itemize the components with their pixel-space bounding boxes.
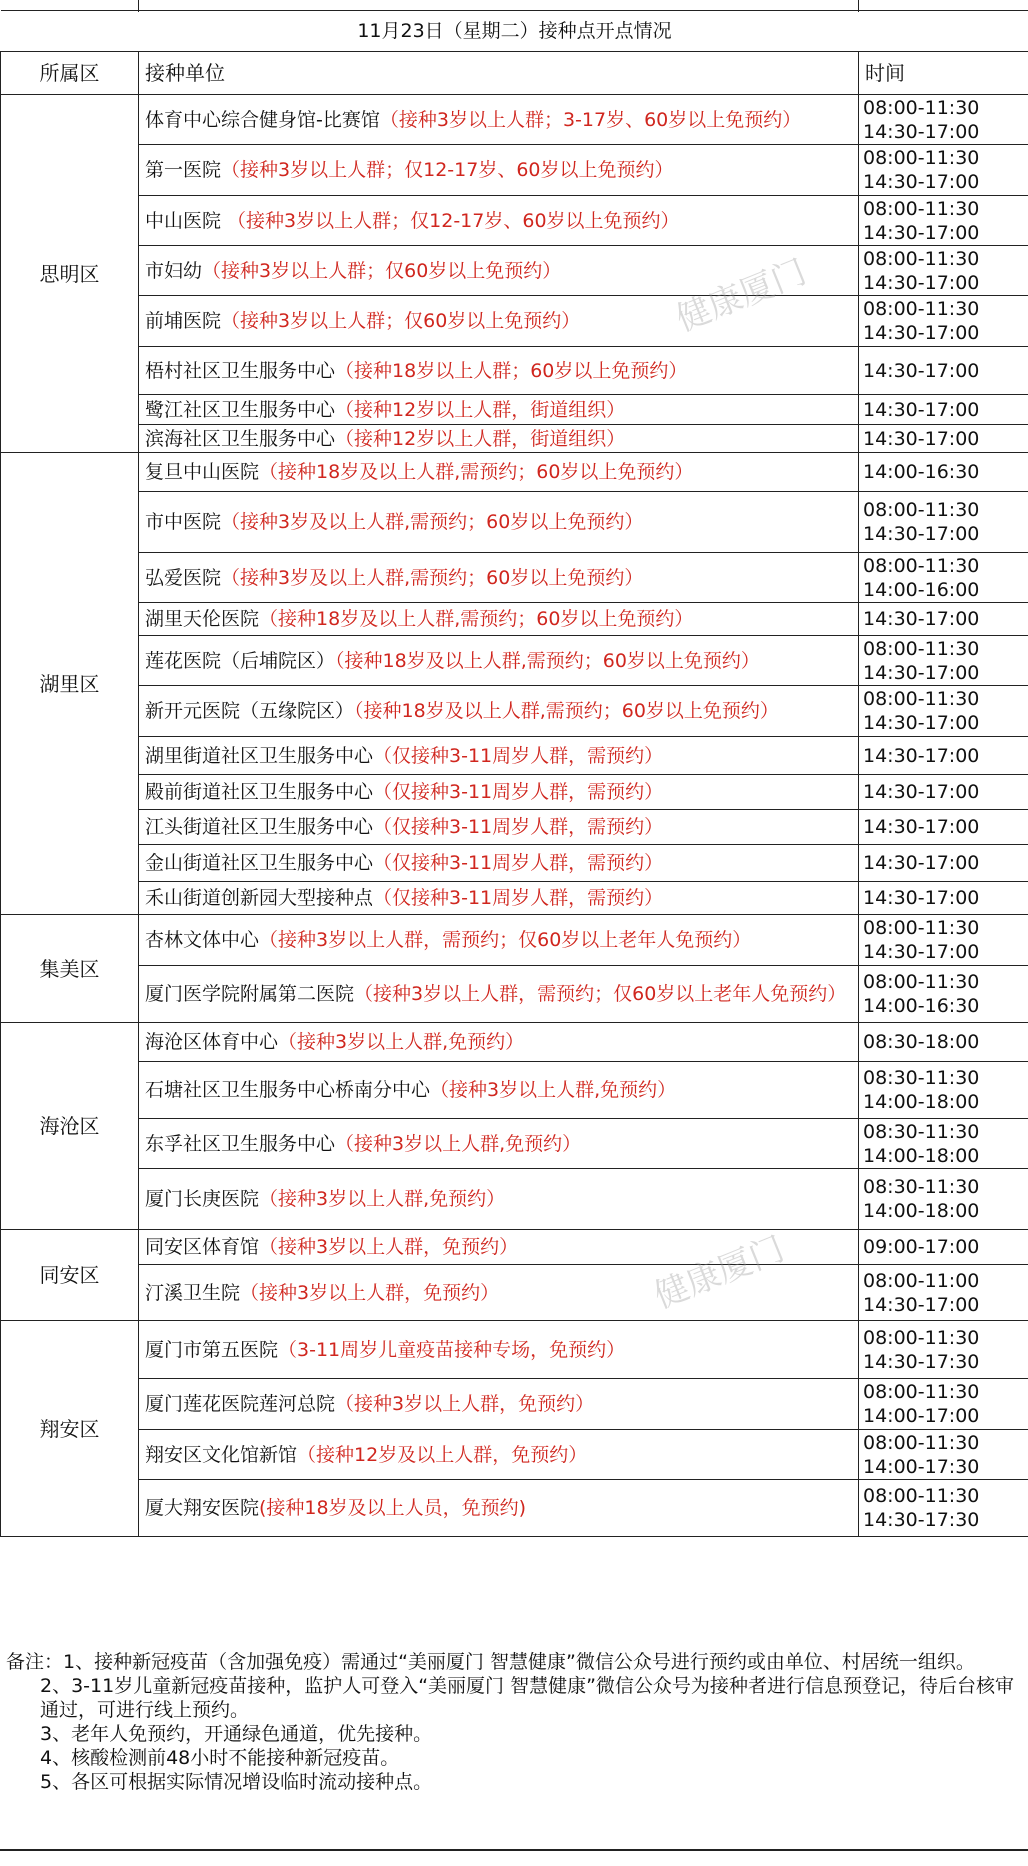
table-row	[1, 95, 1028, 145]
table-row	[1, 145, 1028, 196]
unit-name: 中山医院	[145, 209, 222, 232]
unit-note: （接种3岁以上人群；仅12-17岁、60岁以上免预约）	[221, 209, 680, 232]
table-row	[1, 553, 1028, 603]
time-cell: 08:00-11:30 14:30-17:30	[859, 1480, 1028, 1537]
unit-cell	[139, 347, 859, 395]
time-cell: 08:00-11:30 14:00-16:00	[859, 553, 1028, 603]
time-cell: 08:00-11:30 14:30-17:00	[859, 296, 1028, 347]
unit-cell	[139, 1062, 859, 1119]
unit-note: （接种3岁以上人群，免预约）	[240, 1281, 500, 1304]
watermark: 健康厦门	[648, 1228, 790, 1317]
unit-cell	[139, 882, 859, 915]
unit-cell	[139, 686, 859, 737]
time-cell: 08:30-11:30 14:00-18:00	[859, 1119, 1028, 1169]
unit-cell	[139, 553, 859, 603]
unit-cell	[139, 775, 859, 810]
unit-name: 厦门市第五医院	[145, 1338, 279, 1361]
district-cell: 思明区	[1, 95, 139, 453]
table-row	[1, 1062, 1028, 1119]
time-cell: 08:00-11:30 14:30-17:00	[859, 246, 1028, 296]
time-cell: 08:00-11:30 14:30-17:00	[859, 636, 1028, 686]
unit-cell	[139, 603, 859, 636]
time-cell: 14:30-17:00	[859, 810, 1028, 845]
unit-note: （仅接种3-11周岁人群，需预约）	[373, 887, 664, 909]
unit-note: （仅接种3-11周岁人群，需预约）	[373, 781, 664, 803]
watermark: 健康厦门	[670, 251, 812, 340]
table-row	[1, 915, 1028, 966]
unit-cell	[139, 246, 859, 296]
remark-3: 3、老年人免预约，开通绿色通道，优先接种。	[40, 1723, 433, 1745]
table-row	[1, 1169, 1028, 1230]
unit-name: 梧村社区卫生服务中心	[145, 359, 336, 382]
time-cell: 08:00-11:30 14:30-17:30	[859, 1321, 1028, 1379]
unit-note: （接种3岁以上人群,免预约）	[430, 1079, 677, 1101]
unit-note: （接种3岁以上人群；3-17岁、60岁以上免预约）	[379, 108, 802, 131]
time-cell: 14:30-17:00	[859, 775, 1028, 810]
table-row	[1, 1230, 1028, 1265]
unit-cell	[139, 296, 859, 347]
unit-name: 湖里天伦医院	[145, 608, 260, 630]
time-cell: 14:30-17:00	[859, 347, 1028, 395]
table-row	[1, 492, 1028, 553]
district-cell: 湖里区	[1, 453, 139, 915]
unit-name: 殿前街道社区卫生服务中心	[145, 781, 374, 803]
bottom-border	[0, 1849, 1028, 1851]
unit-note: （接种3岁以上人群,免预约）	[259, 1188, 506, 1210]
table-row	[1, 347, 1028, 395]
time-cell: 09:00-17:00	[859, 1230, 1028, 1265]
table-row	[1, 1119, 1028, 1169]
unit-name: 体育中心综合健身馆-比赛馆	[145, 108, 380, 131]
unit-name: 石塘社区卫生服务中心桥南分中心	[145, 1079, 431, 1101]
table-row	[1, 453, 1028, 492]
remarks	[6, 1650, 1018, 1794]
table-row	[1, 810, 1028, 845]
unit-name: 厦门医学院附属第二医院	[145, 983, 355, 1005]
time-cell: 08:00-11:30 14:30-17:00	[859, 915, 1028, 966]
time-cell: 08:00-11:30 14:00-17:00	[859, 1379, 1028, 1430]
time-cell: 14:30-17:00	[859, 882, 1028, 915]
unit-cell	[139, 425, 859, 453]
time-cell: 08:00-11:30 14:30-17:00	[859, 686, 1028, 737]
unit-cell	[139, 1023, 859, 1062]
unit-name: 前埔医院	[145, 310, 222, 332]
unit-note: （接种3岁以上人群,免预约）	[278, 1031, 525, 1053]
unit-name: 市中医院	[145, 511, 222, 533]
unit-cell	[139, 966, 859, 1023]
unit-note: （仅接种3-11周岁人群，需预约）	[373, 744, 664, 767]
table-row	[1, 1321, 1028, 1379]
unit-name: 厦门长庚医院	[145, 1188, 260, 1210]
table-row	[1, 686, 1028, 737]
unit-note: （接种3岁以上人群，免预约）	[259, 1236, 519, 1258]
remark-1: 备注：1、接种新冠疫苗（含加强免疫）需通过“美丽厦门 智慧健康”微信公众号进行预约或由单位、村居统一组织。	[6, 1651, 975, 1673]
time-cell: 14:30-17:00	[859, 395, 1028, 425]
remark-2: 2、3-11岁儿童新冠疫苗接种，监护人可登入“美丽厦门 智慧健康”微信公众号为接种者进行信息预登记，待后台核审通过，可进行线上预约。	[40, 1675, 1014, 1721]
unit-name: 同安区体育馆	[145, 1236, 260, 1258]
unit-note: （接种12岁以上人群，街道组织）	[335, 427, 626, 450]
table-row	[1, 1023, 1028, 1062]
unit-note: （接种3岁以上人群；仅12-17岁、60岁以上免预约）	[221, 159, 674, 181]
unit-cell	[139, 1379, 859, 1430]
unit-note: （接种3岁及以上人群,需预约；60岁以上免预约）	[221, 566, 644, 589]
unit-cell	[139, 1480, 859, 1537]
unit-note: （仅接种3-11周岁人群，需预约）	[373, 816, 664, 838]
unit-note: （接种12岁及以上人群，免预约）	[297, 1443, 588, 1466]
unit-note: (接种18岁及以上人员，免预约)	[259, 1497, 527, 1519]
unit-note: （接种3岁以上人群，需预约；仅60岁以上老年人免预约）	[354, 983, 847, 1005]
unit-name: 厦门莲花医院莲河总院	[145, 1393, 336, 1415]
unit-note: （接种18岁及以上人群,需预约；60岁以上免预约）	[335, 649, 760, 672]
unit-name: 汀溪卫生院	[145, 1281, 241, 1304]
time-cell: 08:00-11:30 14:30-17:00	[859, 95, 1028, 145]
unit-name: 金山街道社区卫生服务中心	[145, 852, 374, 874]
table-row	[1, 1430, 1028, 1480]
schedule-table	[0, 10, 1028, 1537]
unit-note: （接种12岁以上人群，街道组织）	[335, 398, 626, 421]
unit-name: 莲花医院（后埔院区）	[145, 649, 336, 672]
header-time: 时间	[859, 52, 1028, 95]
unit-cell	[139, 395, 859, 425]
unit-cell	[139, 810, 859, 845]
unit-cell	[139, 1430, 859, 1480]
table-title: 11月23日（星期二）接种点开点情况	[1, 11, 1028, 52]
unit-name: 鹭江社区卫生服务中心	[145, 398, 336, 421]
unit-name: 湖里街道社区卫生服务中心	[145, 744, 374, 767]
table-row	[1, 966, 1028, 1023]
table-row	[1, 1265, 1028, 1321]
unit-note: （接种18岁及以上人群,需预约；60岁以上免预约）	[259, 608, 694, 630]
unit-name: 江头街道社区卫生服务中心	[145, 816, 374, 838]
unit-note: （接种3岁以上人群；仅60岁以上免预约）	[221, 310, 581, 332]
unit-note: （接种18岁以上人群；60岁以上免预约）	[335, 359, 688, 382]
unit-note: （接种3岁以上人群；仅60岁以上免预约）	[202, 259, 562, 282]
table-row	[1, 603, 1028, 636]
unit-name: 市妇幼	[145, 259, 203, 282]
unit-note: （接种3岁以上人群，免预约）	[335, 1393, 595, 1415]
unit-name: 滨海社区卫生服务中心	[145, 427, 336, 450]
table-row	[1, 775, 1028, 810]
unit-name: 新开元医院（五缘院区）	[145, 700, 355, 722]
unit-cell	[139, 1169, 859, 1230]
unit-cell	[139, 196, 859, 246]
district-cell: 集美区	[1, 915, 139, 1023]
time-cell: 14:30-17:00	[859, 845, 1028, 882]
time-cell: 08:00-11:00 14:30-17:00	[859, 1265, 1028, 1321]
unit-cell	[139, 492, 859, 553]
unit-cell	[139, 737, 859, 775]
unit-cell	[139, 1230, 859, 1265]
table-row	[1, 737, 1028, 775]
district-cell: 同安区	[1, 1230, 139, 1321]
unit-note: （接种3岁及以上人群,需预约；60岁以上免预约）	[221, 511, 644, 533]
unit-name: 翔安区文化馆新馆	[145, 1443, 298, 1466]
district-cell: 海沧区	[1, 1023, 139, 1230]
unit-cell	[139, 1119, 859, 1169]
unit-note: （接种3岁以上人群,免预约）	[335, 1132, 582, 1155]
table-row	[1, 845, 1028, 882]
unit-note: （仅接种3-11周岁人群，需预约）	[373, 852, 664, 874]
time-cell: 14:30-17:00	[859, 737, 1028, 775]
time-cell: 08:30-18:00	[859, 1023, 1028, 1062]
unit-cell	[139, 1265, 859, 1321]
unit-name: 东孚社区卫生服务中心	[145, 1132, 336, 1155]
unit-note: （接种18岁及以上人群,需预约；60岁以上免预约）	[354, 700, 779, 722]
unit-note: （接种3岁以上人群，需预约；仅60岁以上老年人免预约）	[259, 929, 752, 951]
unit-cell	[139, 95, 859, 145]
table-row	[1, 425, 1028, 453]
time-cell: 08:00-11:30 14:30-17:00	[859, 492, 1028, 553]
time-cell: 08:00-11:30 14:00-17:30	[859, 1430, 1028, 1480]
unit-name: 厦大翔安医院	[145, 1497, 260, 1519]
unit-name: 弘爱医院	[145, 566, 222, 589]
time-cell: 14:30-17:00	[859, 603, 1028, 636]
time-cell: 14:00-16:30	[859, 453, 1028, 492]
table-row	[1, 196, 1028, 246]
unit-name: 复旦中山医院	[145, 461, 260, 483]
remark-5: 5、各区可根据实际情况增设临时流动接种点。	[40, 1771, 433, 1793]
table-row	[1, 1379, 1028, 1430]
time-cell: 14:30-17:00	[859, 425, 1028, 453]
unit-name: 第一医院	[145, 159, 222, 181]
unit-cell	[139, 1321, 859, 1379]
unit-note: （接种18岁及以上人群,需预约；60岁以上免预约）	[259, 461, 694, 483]
unit-cell	[139, 915, 859, 966]
time-cell: 08:00-11:30 14:30-17:00	[859, 196, 1028, 246]
table-row	[1, 882, 1028, 915]
district-cell: 翔安区	[1, 1321, 139, 1537]
header-district: 所属区	[1, 52, 139, 95]
table-row	[1, 246, 1028, 296]
remark-4: 4、核酸检测前48小时不能接种新冠疫苗。	[40, 1747, 400, 1769]
header-unit: 接种单位	[139, 52, 859, 95]
unit-cell	[139, 145, 859, 196]
time-cell: 08:30-11:30 14:00-18:00	[859, 1169, 1028, 1230]
unit-cell	[139, 636, 859, 686]
unit-cell	[139, 453, 859, 492]
table-row	[1, 296, 1028, 347]
time-cell: 08:00-11:30 14:30-17:00	[859, 145, 1028, 196]
unit-name: 海沧区体育中心	[145, 1031, 279, 1053]
unit-note: （3-11周岁儿童疫苗接种专场，免预约）	[278, 1338, 626, 1361]
table-row	[1, 395, 1028, 425]
unit-name: 禾山街道创新园大型接种点	[145, 887, 374, 909]
unit-cell	[139, 845, 859, 882]
table-row	[1, 636, 1028, 686]
unit-name: 杏林文体中心	[145, 929, 260, 951]
time-cell: 08:00-11:30 14:00-16:30	[859, 966, 1028, 1023]
time-cell: 08:30-11:30 14:00-18:00	[859, 1062, 1028, 1119]
table-row	[1, 1480, 1028, 1537]
